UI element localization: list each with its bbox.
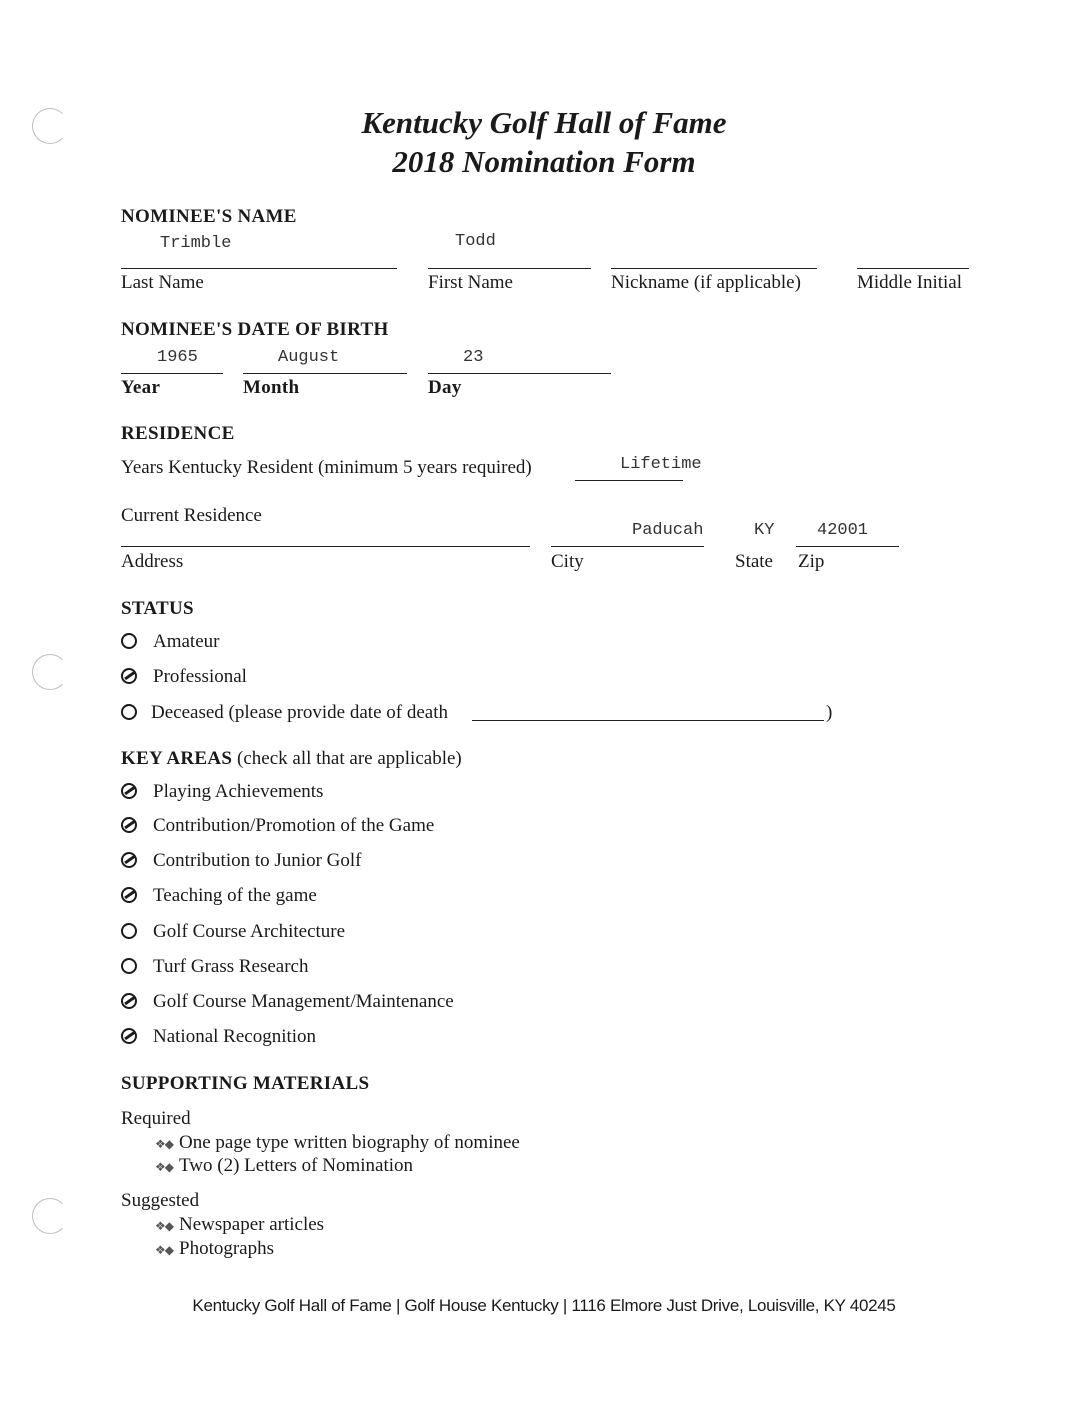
key-area-checkbox[interactable]: [121, 817, 137, 833]
nominee-name-heading: NOMINEE'S NAME: [121, 206, 297, 227]
key-area-label: Golf Course Management/Maintenance: [153, 991, 454, 1012]
required-item-text: Two (2) Letters of Nomination: [179, 1155, 414, 1176]
dob-month-label: Month: [243, 377, 300, 398]
date-of-death-line: [472, 720, 824, 721]
years-resident-label: Years Kentucky Resident (minimum 5 years required): [121, 457, 532, 478]
suggested-item-text: Photographs: [179, 1238, 274, 1259]
dob-month-line: [243, 373, 407, 374]
dob-year-label: Year: [121, 377, 161, 398]
key-area-option[interactable]: [121, 781, 323, 803]
key-area-option[interactable]: [121, 956, 309, 978]
bullet-icon: ❖◆: [155, 1160, 173, 1174]
last-name-value[interactable]: Trimble: [160, 234, 232, 253]
current-residence-label: Current Residence: [121, 505, 262, 526]
bullet-icon: ❖◆: [155, 1243, 173, 1257]
status-professional-label: Professional: [153, 666, 247, 687]
status-amateur-label: Amateur: [153, 631, 220, 652]
status-deceased-label: Deceased (please provide date of death: [151, 702, 448, 723]
dob-year-line: [121, 373, 223, 374]
punch-hole-bottom: [32, 1198, 68, 1234]
zip-label: Zip: [798, 551, 825, 572]
first-name-label: First Name: [428, 272, 513, 293]
key-area-label: National Recognition: [153, 1026, 317, 1047]
middle-initial-label: Middle Initial: [857, 272, 963, 293]
middle-initial-line: [857, 268, 969, 269]
key-area-option[interactable]: [121, 815, 434, 837]
state-zip-line: [796, 546, 899, 547]
dob-day-line: [428, 373, 611, 374]
supporting-materials-heading: SUPPORTING MATERIALS: [121, 1073, 370, 1094]
zip-value[interactable]: 42001: [817, 521, 869, 540]
key-area-option[interactable]: [121, 1026, 316, 1048]
required-item-text: One page type written biography of nominee: [179, 1132, 520, 1153]
key-areas-note: (check all that are applicable): [237, 748, 462, 769]
residence-heading: RESIDENCE: [121, 423, 235, 444]
dob-month-value[interactable]: August: [278, 348, 340, 367]
state-value[interactable]: KY: [754, 521, 775, 540]
status-amateur-checkbox[interactable]: [121, 633, 137, 649]
bullet-icon: ❖◆: [155, 1219, 173, 1233]
key-area-checkbox[interactable]: [121, 958, 137, 974]
suggested-item: [155, 1214, 324, 1236]
key-area-label: Contribution to Junior Golf: [153, 850, 362, 871]
last-name-line: [121, 268, 397, 269]
key-area-checkbox[interactable]: [121, 923, 137, 939]
page-footer: Kentucky Golf Hall of Fame | Golf House Kentucky | 1116 Elmore Just Drive, Louisville, KY 40245: [192, 1296, 896, 1315]
key-areas-heading: KEY AREAS: [121, 748, 233, 769]
city-value[interactable]: Paducah: [632, 521, 704, 540]
key-area-label: Playing Achievements: [153, 781, 324, 802]
required-item: [155, 1132, 520, 1154]
first-name-value[interactable]: Todd: [455, 232, 496, 251]
suggested-item-text: Newspaper articles: [179, 1214, 325, 1235]
address-line: [121, 546, 530, 547]
state-label: State: [735, 551, 773, 572]
address-label: Address: [121, 551, 184, 572]
status-professional-option[interactable]: [121, 666, 247, 688]
dob-day-label: Day: [428, 377, 462, 398]
dob-heading: NOMINEE'S DATE OF BIRTH: [121, 319, 389, 340]
key-area-checkbox[interactable]: [121, 1028, 137, 1044]
suggested-item: [155, 1238, 274, 1260]
date-of-death-close-paren: ): [826, 702, 833, 723]
city-label: City: [551, 551, 584, 572]
key-area-label: Teaching of the game: [153, 885, 317, 906]
key-area-label: Contribution/Promotion of the Game: [153, 815, 435, 836]
key-area-option[interactable]: [121, 885, 317, 907]
punch-hole-middle: [32, 654, 68, 690]
key-area-label: Turf Grass Research: [153, 956, 309, 977]
dob-year-value[interactable]: 1965: [157, 348, 198, 367]
key-area-option[interactable]: [121, 850, 361, 872]
status-deceased-checkbox[interactable]: [121, 704, 137, 720]
required-label: Required: [121, 1108, 191, 1129]
key-areas-header: [121, 748, 462, 770]
city-line: [551, 546, 704, 547]
key-area-checkbox[interactable]: [121, 887, 137, 903]
dob-day-value[interactable]: 23: [463, 348, 484, 367]
form-title-line1: Kentucky Golf Hall of Fame: [361, 105, 727, 140]
key-area-checkbox[interactable]: [121, 993, 137, 1009]
required-item: [155, 1155, 413, 1177]
status-amateur-option[interactable]: [121, 631, 219, 653]
status-heading: STATUS: [121, 598, 194, 619]
key-area-checkbox[interactable]: [121, 783, 137, 799]
status-deceased-option[interactable]: [121, 702, 448, 724]
first-name-line: [428, 268, 591, 269]
form-title-line2: 2018 Nomination Form: [392, 144, 696, 179]
suggested-label: Suggested: [121, 1190, 200, 1211]
last-name-label: Last Name: [121, 272, 204, 293]
years-resident-line: [575, 480, 683, 481]
bullet-icon: ❖◆: [155, 1137, 173, 1151]
status-professional-checkbox[interactable]: [121, 668, 137, 684]
key-area-option[interactable]: [121, 921, 345, 943]
key-area-option[interactable]: [121, 991, 454, 1013]
nickname-label: Nickname (if applicable): [611, 272, 801, 293]
nickname-line: [611, 268, 817, 269]
years-resident-value[interactable]: Lifetime: [620, 455, 702, 474]
key-area-label: Golf Course Architecture: [153, 921, 346, 942]
key-area-checkbox[interactable]: [121, 852, 137, 868]
